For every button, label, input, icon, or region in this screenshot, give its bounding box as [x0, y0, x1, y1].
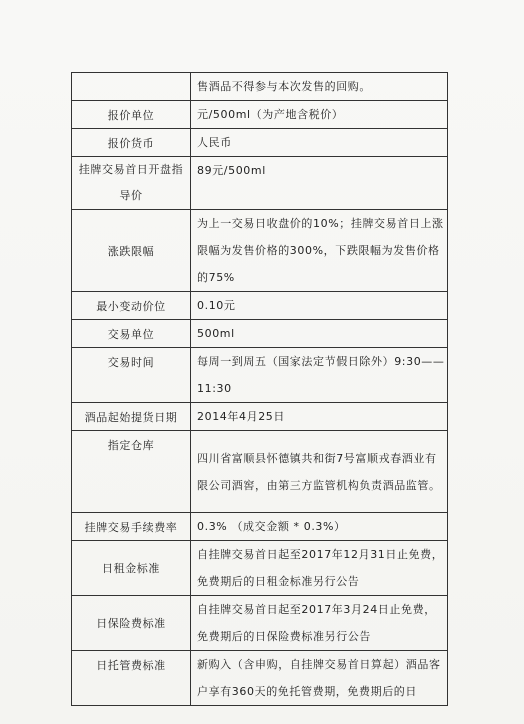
table-row	[72, 596, 448, 651]
table-row	[72, 101, 448, 129]
row-key: 日租金标准	[72, 541, 191, 596]
row-key	[72, 73, 191, 101]
row-key: 挂牌交易手续费率	[72, 513, 191, 541]
table-row	[72, 73, 448, 101]
row-value: 为上一交易日收盘价的10%；挂牌交易首日上涨限幅为发售价格的300%，下跌限幅为发售价格的75%	[191, 210, 448, 292]
row-value: 售酒品不得参与本次发售的回购。	[191, 73, 448, 101]
table-row	[72, 403, 448, 431]
row-key: 挂牌交易首日开盘指导价	[72, 157, 191, 210]
row-value: 人民币	[191, 129, 448, 157]
table-row	[72, 513, 448, 541]
table-row	[72, 292, 448, 320]
row-value: 自挂牌交易首日起至2017年12月31日止免费，免费期后的日租金标准另行公告	[191, 541, 448, 596]
row-value: 自挂牌交易首日起至2017年3月24日止免费，免费期后的日保险费标准另行公告	[191, 596, 448, 651]
spec-table	[71, 72, 448, 706]
row-key: 涨跌限幅	[72, 210, 191, 292]
row-value: 新购入（含申购，自挂牌交易首日算起）酒品客户享有360天的免托管费期，免费期后的日	[191, 651, 448, 706]
row-value: 四川省富顺县怀德镇共和街7号富顺戎春酒业有限公司酒窖，由第三方监管机构负责酒品监管。	[191, 431, 448, 513]
table-row	[72, 651, 448, 706]
table-row	[72, 541, 448, 596]
table-row	[72, 348, 448, 403]
table-row	[72, 431, 448, 513]
row-value: 2014年4月25日	[191, 403, 448, 431]
row-key: 日托管费标准	[72, 651, 191, 706]
row-key: 最小变动价位	[72, 292, 191, 320]
table-row	[72, 157, 448, 210]
row-key: 报价货币	[72, 129, 191, 157]
row-key: 酒品起始提货日期	[72, 403, 191, 431]
row-value: 元/500ml（为产地含税价）	[191, 101, 448, 129]
table-row	[72, 210, 448, 292]
row-value: 0.3% （成交金额 * 0.3%）	[191, 513, 448, 541]
row-key: 报价单位	[72, 101, 191, 129]
row-key: 指定仓库	[72, 431, 191, 513]
table-row	[72, 129, 448, 157]
row-key: 日保险费标准	[72, 596, 191, 651]
row-value: 500ml	[191, 320, 448, 348]
row-value: 89元/500ml	[191, 157, 448, 210]
row-key: 交易单位	[72, 320, 191, 348]
row-key: 交易时间	[72, 348, 191, 403]
table-row	[72, 320, 448, 348]
row-value: 每周一到周五（国家法定节假日除外）9:30——11:30	[191, 348, 448, 403]
row-value: 0.10元	[191, 292, 448, 320]
